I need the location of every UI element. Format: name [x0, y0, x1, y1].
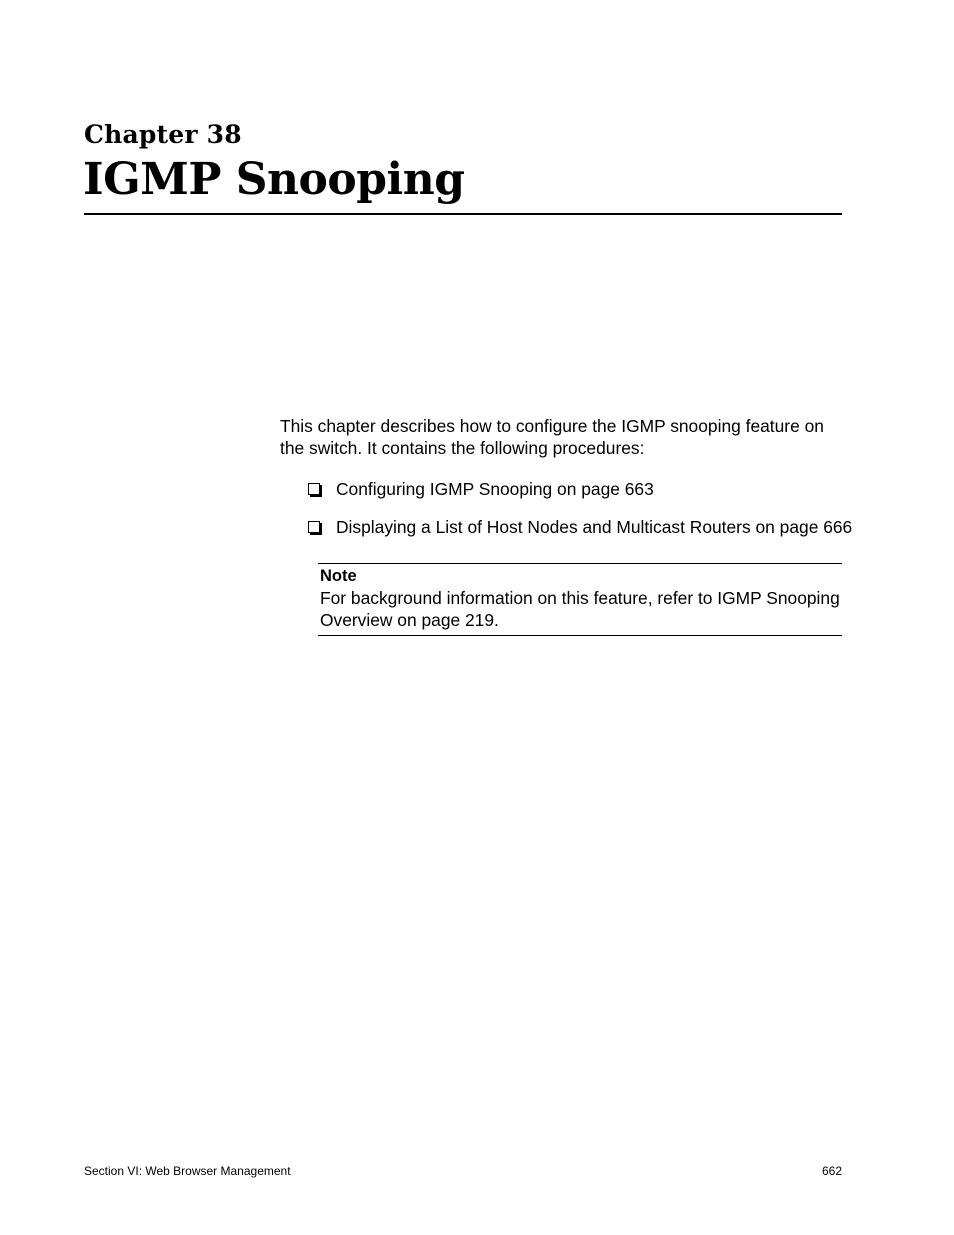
title-rule	[84, 213, 842, 215]
intro-paragraph: This chapter describes how to configure the IGMP snooping feature on the switch. It contains the following procedures:	[280, 416, 824, 458]
note-box	[318, 563, 842, 636]
note-heading: Note	[320, 567, 357, 585]
chapter-label: Chapter 38	[84, 120, 242, 149]
procedure-list	[307, 478, 852, 554]
chapter-title: IGMP Snooping	[83, 154, 465, 205]
note-body: For background information on this feature, refer to IGMP Snooping Overview on page 219.	[320, 588, 840, 630]
list-item	[307, 516, 852, 538]
procedure-link-configuring-igmp-snooping[interactable]: Configuring IGMP Snooping on page 663	[336, 479, 654, 499]
footer-page-number: 662	[821, 1164, 842, 1178]
checkbox-icon	[308, 521, 320, 533]
footer-section: Section VI: Web Browser Management	[84, 1164, 291, 1178]
checkbox-icon	[308, 483, 320, 495]
list-item	[307, 478, 852, 500]
procedure-link-displaying-host-nodes[interactable]: Displaying a List of Host Nodes and Multicast Routers on page 666	[336, 517, 853, 537]
